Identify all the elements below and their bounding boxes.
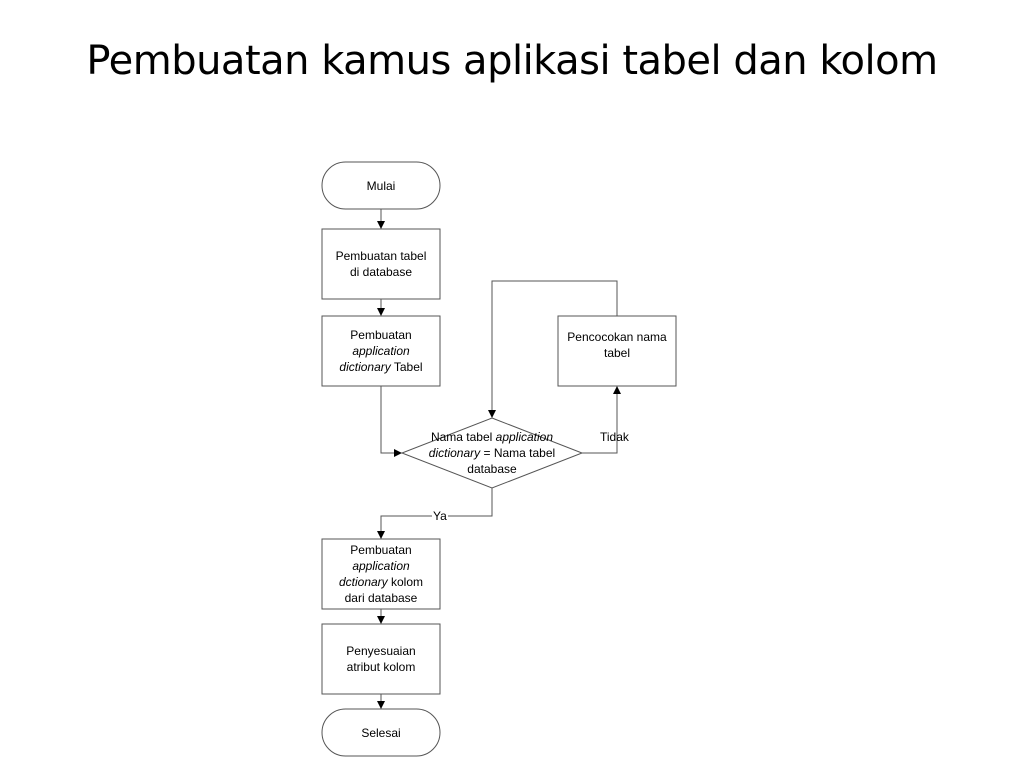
app-dict-column-line-3-rest: kolom — [387, 575, 424, 589]
app-dict-table-line-2: application — [352, 344, 410, 358]
create-table-line-1: Pembuatan tabel — [335, 249, 427, 263]
decision-part-1: Nama tabel — [430, 430, 496, 444]
create-app-dict-table-node — [322, 316, 440, 386]
decision-italic-1: application — [495, 430, 554, 444]
edge-label-yes: Ya — [433, 509, 447, 523]
create-table-node — [322, 229, 440, 299]
page-title: Pembuatan kamus aplikasi tabel dan kolom — [86, 38, 938, 84]
decision-node — [412, 428, 572, 478]
edge-app-dict-table-to-decision — [381, 386, 401, 453]
create-table-line-2: di database — [349, 265, 413, 279]
app-dict-column-line-2: application — [352, 559, 410, 573]
decision-italic-2: dictionary — [428, 446, 481, 460]
app-dict-table-line-1: Pembuatan — [350, 328, 412, 342]
match-table-line-2: tabel — [603, 345, 631, 360]
start-node — [322, 162, 440, 209]
create-app-dict-column-node — [322, 539, 440, 609]
app-dict-column-line-1: Pembuatan — [350, 543, 412, 557]
app-dict-table-line-3-italic: dictionary — [339, 360, 391, 374]
edge-label-no: Tidak — [600, 430, 629, 444]
adjust-column-line-2: atribut kolom — [346, 660, 416, 674]
app-dict-table-line-3-rest: Tabel — [390, 360, 423, 374]
match-table-node — [558, 316, 676, 373]
start-label: Mulai — [366, 178, 396, 193]
end-node — [322, 709, 440, 756]
app-dict-column-line-4: dari database — [344, 591, 418, 605]
decision-line-3: database — [467, 462, 517, 476]
match-table-line-1: Pencocokan nama — [567, 329, 667, 344]
adjust-column-node — [322, 624, 440, 694]
app-dict-column-line-3-italic: dctionary — [338, 575, 388, 589]
end-label: Selesai — [361, 725, 401, 740]
decision-part-2: = Nama tabel — [480, 446, 556, 460]
adjust-column-line-1: Penyesuaian — [346, 644, 416, 658]
